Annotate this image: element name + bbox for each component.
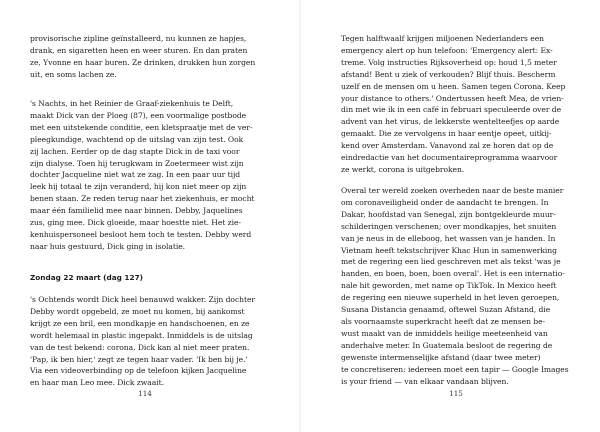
text-line: uit, en soms lachen ze.: [30, 69, 117, 79]
text-line: van je neus in de elleboog, het wassen van je handen. In: [341, 233, 556, 243]
text-line: din met wie ik in een café in februari speculeerde over de: [341, 105, 562, 115]
text-line: Vietnam heeft tekstschrijver Khac Hun in samenwerking: [341, 245, 557, 255]
text-line: wust maakt van de inmiddels heilige meeteenheid van: [341, 328, 548, 338]
paragraph: [341, 33, 571, 176]
text-line: maakt Dick van der Ploeg (87), een voormalige postbode: [30, 110, 247, 120]
text-line: zus, ging mee. Dick gloeide, maar hoestte niet. Het zie-: [30, 218, 241, 228]
text-line: dochter Jacqueline niet wat ze zag. In een paar uur tijd: [30, 170, 241, 180]
paragraph: [341, 185, 571, 387]
text-line: om coronaveiligheid onder de aandacht te brengen. In: [341, 197, 549, 207]
section-heading: Zondag 22 maart (dag 127): [30, 273, 143, 282]
text-line: 's Ochtends wordt Dick heel benauwd wakker. Zijn dochter: [30, 295, 256, 304]
text-line: kend over Amsterdam. Vanavond zal ze horen dat op de: [341, 141, 554, 151]
page-number: 115: [449, 389, 463, 398]
page-number: 114: [138, 389, 152, 398]
text-line: anderhalve meter. In Guatemala besloot de regering de: [341, 340, 553, 350]
text-line: Via een videoverbinding op de telefoon kijken Jacqueline: [30, 366, 247, 376]
paragraph: [30, 294, 260, 389]
text-line: is your friend — van elkaar vandaan blijven.: [341, 376, 509, 386]
text-line: Overal ter wereld zoeken overheden naar de beste manier: [341, 186, 564, 195]
text-line: provisorische zipline geïnstalleerd, nu kunnen ze hapjes,: [30, 34, 247, 43]
text-line: uzelf en de mensen om u heen. Samen tegen Corona. Keep: [341, 81, 566, 91]
text-line: en haar man Leo mee. Dick zwaait.: [30, 378, 164, 388]
text-line: nale hit geworden, met name op TikTok. In Mexico heeft: [341, 281, 557, 291]
text-line: treme. Volg instructies Rijksoverheid op: houd 1,5 meter: [341, 57, 557, 67]
text-line: kenhuispersoneel besloot hem toch te testen. Debby werd: [30, 229, 252, 239]
text-line: Dakar, hoofdstad van Senegal, zijn bontgekleurde muur-: [341, 209, 556, 219]
text-line: de regering een nieuwe superheld in het leven geroepen,: [341, 293, 560, 303]
text-line: Debby wordt opgebeld, ze moet nu komen, bij aankomst: [30, 306, 245, 316]
text-line: van de test bekend: corona. Dick kan al niet meer praten.: [30, 342, 250, 352]
right-page: [300, 0, 600, 432]
text-line: 'Pap, ik ben hier,' zegt ze tegen haar vader. 'Ik ben bij je.': [30, 354, 248, 364]
text-line: eindredactie van het documentaireprogramma waarvoor: [341, 153, 558, 163]
text-line: ze, Yvonne en haar buren. Ze drinken, drukken hun zorgen: [30, 57, 256, 67]
text-line: te concretiseren: iedereen moet een tapir — Google Images: [341, 364, 569, 374]
text-line: met de regering een lied geschreven met als tekst 'was je: [341, 257, 561, 267]
text-line: wordt helemaal in plastic ingepakt. Inmiddels is de uitslag: [30, 330, 253, 340]
text-line: leek hij totaal te zijn veranderd, hij kon niet meer op zijn: [30, 182, 247, 192]
text-line: gemaakt. Die ze vervolgens in haar eentje opeet, uitkij-: [341, 129, 552, 139]
text-line: schilderingen verschenen; over mondkapjes, het snuiten: [341, 221, 557, 231]
text-line: Tegen halftwaalf krijgen miljoenen Nederlanders een: [341, 34, 544, 43]
text-line: als voornaamste superkracht heeft dat ze mensen be-: [341, 316, 546, 326]
text-line: afstand! Bent u ziek of verkouden? Blijf thuis. Bescherm: [341, 69, 556, 79]
text-line: Susana Distancia genaamd, oftewel Suzan Afstand, die: [341, 305, 551, 315]
text-line: zijn dialyse. Toen hij terugkwam in Zoetermeer wist zijn: [30, 158, 244, 168]
text-line: met een uitstekende conditie, een kletspraatje met de ver-: [30, 122, 253, 132]
text-line: benen staan. Ze reden terug naar het ziekenhuis, er mocht: [30, 194, 255, 204]
text-line: drank, en sigaretten heen en weer sturen. En dan praten: [30, 45, 248, 55]
text-line: zij lachen. Eerder op de dag stapte Dick in de taxi voor: [30, 146, 240, 156]
text-line: your distance to others.' Ondertussen heeft Mea, de vrien-: [341, 93, 564, 103]
text-line: krijgt ze een bril, een mondkapje en handschoenen, en ze: [30, 318, 250, 328]
text-line: advent van het virus, de lekkerste wentelteefjes op aarde: [341, 117, 560, 127]
paragraph: [30, 33, 260, 81]
text-line: ze werkt, corona is uitgebroken.: [341, 164, 465, 174]
paragraph: [30, 98, 260, 253]
text-line: naar huis gestuurd, Dick ging in isolatie.: [30, 241, 186, 251]
text-line: maar één familielid mee naar binnen. Debby, Jaquelines: [30, 206, 243, 216]
text-line: pleegkundige, wachtend op de uitslag van zijn test. Ook: [30, 134, 244, 144]
text-line: gewenste intermenselijke afstand (daar twee meter): [341, 352, 541, 362]
text-line: emergency alert op hun telefoon: 'Emergency alert: Ex-: [341, 45, 553, 55]
text-line: handen, en boen, boen, boen overal'. Het is een internatio-: [341, 269, 565, 279]
text-line: 's Nachts, in het Reinier de Graaf-ziekenhuis te Delft,: [30, 99, 234, 108]
